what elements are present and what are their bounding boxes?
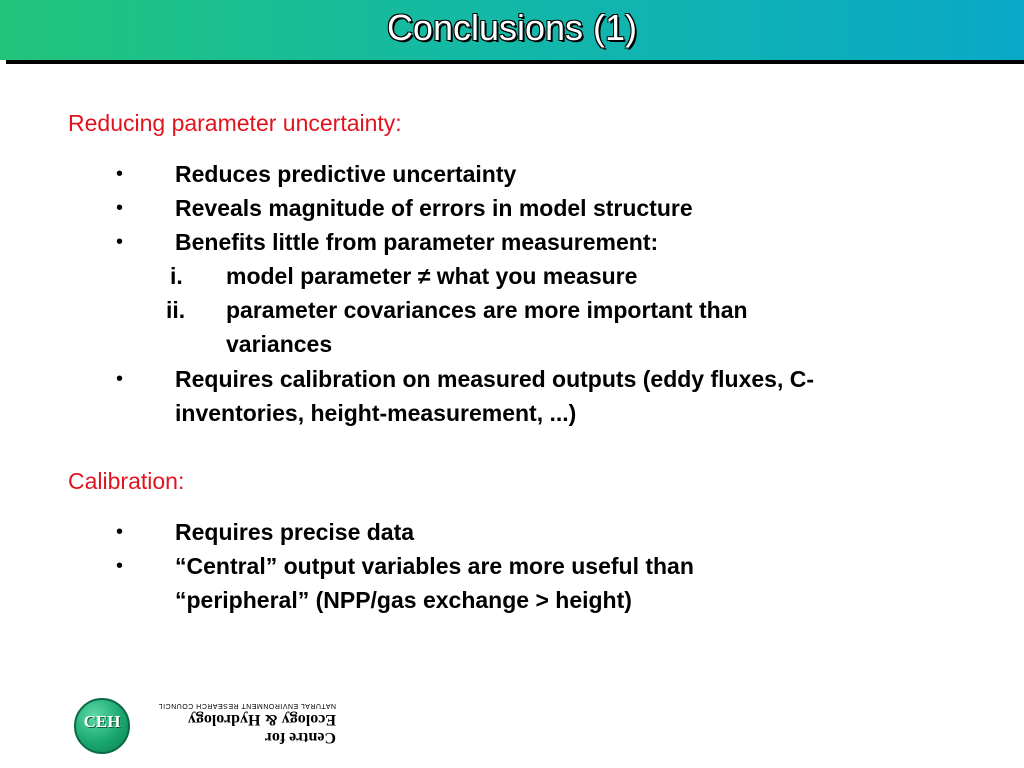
bullet-item-continuation: “peripheral” (NPP/gas exchange > height)	[175, 587, 632, 613]
ceh-logo-badge: CEH	[83, 712, 121, 731]
bullet-icon: •	[116, 368, 124, 390]
slide-title: Conclusions (1)	[386, 7, 638, 48]
bullet-item: Reduces predictive uncertainty	[175, 161, 517, 187]
bullet-item: “Central” output variables are more useful than	[175, 553, 694, 579]
bullet-item: Requires precise data	[175, 519, 415, 545]
section-heading-calibration: Calibration:	[68, 468, 185, 494]
bullet-item: Reveals magnitude of errors in model structure	[175, 195, 693, 221]
bullet-item: Benefits little from parameter measurement:	[175, 229, 659, 255]
section-heading-parameter-uncertainty: Reducing parameter uncertainty:	[68, 110, 402, 136]
sub-item: model parameter ≠ what you measure	[226, 263, 638, 289]
logo-line-1: Centre for	[264, 729, 336, 746]
bullet-icon: •	[116, 521, 124, 543]
sub-item: parameter covariances are more important than	[226, 297, 748, 323]
logo-line-3: NATURAL ENVIRONMENT RESEARCH COUNCIL	[158, 702, 336, 709]
bullet-item-continuation: inventories, height-measurement, ...)	[175, 400, 577, 426]
title-underline	[6, 60, 1024, 64]
bullet-icon: •	[116, 163, 124, 185]
bullet-icon: •	[116, 555, 124, 577]
logo-line-2: Ecology & Hydrology	[187, 711, 336, 728]
ceh-logo	[74, 698, 334, 758]
bullet-item: Requires calibration on measured outputs (eddy fluxes, C-	[175, 366, 815, 392]
ceh-logo-text	[136, 700, 336, 746]
roman-marker: ii.	[166, 297, 186, 323]
sub-item-continuation: variances	[226, 331, 333, 357]
bullet-icon: •	[116, 231, 124, 253]
roman-marker: i.	[170, 263, 183, 289]
bullet-icon: •	[116, 197, 124, 219]
